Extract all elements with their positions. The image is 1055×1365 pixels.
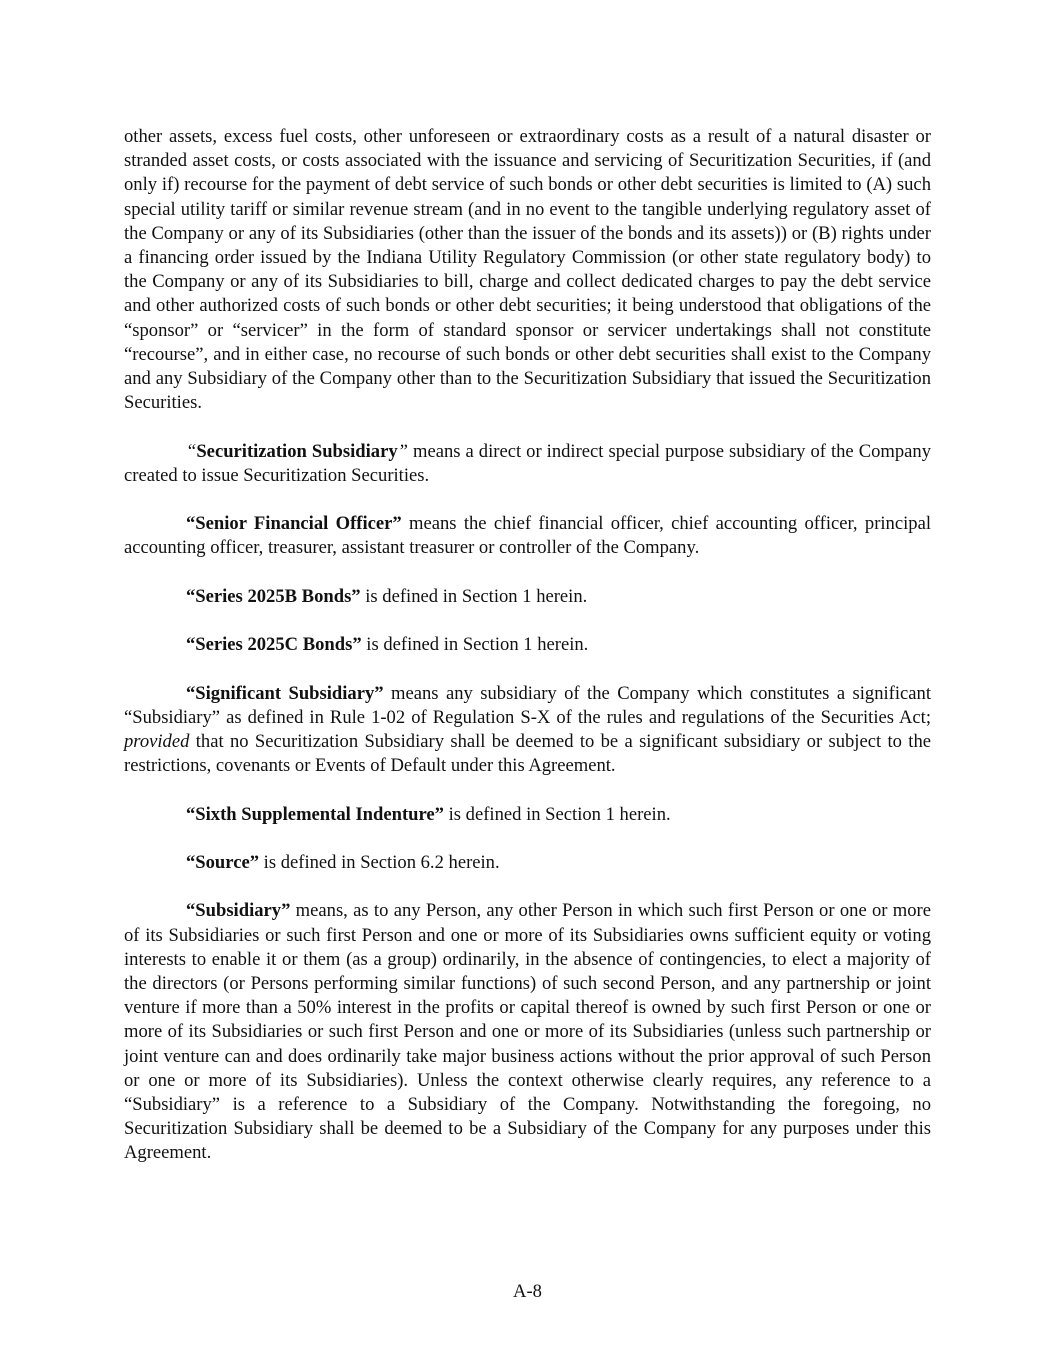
close-quote: ” [397,440,408,462]
definition-sixth-supplemental-indenture [124,803,931,827]
definition-subsidiary [124,899,931,1165]
defined-term: “Senior Financial Officer” [186,513,402,535]
defined-term: “Significant Subsidiary” [186,682,384,704]
definition-securitization-subsidiary [124,440,931,488]
definition-text: is defined in Section 1 herein. [361,634,589,656]
definition-text: means, as to any Person, any other Person in which such first Person or one or more of its Subsidiaries or such first Person and one or more of its Subsidiaries owns sufficient equity or voting interests to enable it or them (as a group) ordinarily, in the absence of contingencies, to elect a majority of the directors (or Persons performing similar functions) of such second Person, and any partnership or joint venture if more than a 50% interest in the profits or capital thereof is owned by such first Person or one or more of its Subsidiaries or such first Person and one or more of its Subsidiaries (unless such partnership or joint venture can and does ordinarily take major business actions without the prior approval of such Person or one or more of its Subsidiaries). Unless the context otherwise clearly requires, any reference to a “Subsidiary” is a reference to a Subsidiary of the Company. Notwithstanding the foregoing, no Securitization Subsidiary shall be deemed to be a Subsidiary of the Company for any purposes under this Agreement. [124,900,931,1164]
definition-text: is defined in Section 6.2 herein. [259,851,500,873]
italic-proviso: provided [124,731,190,752]
definition-text-continued: that no Securitization Subsidiary shall be deemed to be a significant subsidiary or subject to the restrictions, covenants or Events of Default under this Agreement. [124,731,931,777]
definition-source [124,851,931,875]
defined-term: Securitization Subsidiary [196,440,398,462]
definition-significant-subsidiary [124,682,931,779]
definition-series-2025c-bonds [124,633,931,657]
paragraph-text: other assets, excess fuel costs, other unforeseen or extraordinary costs as a result of a natural disaster or stranded asset costs, or costs associated with the issuance and servicing of Securitization Securities, if (and only if) recourse for the payment of debt service of such bonds or other debt securities is limited to (A) such special utility tariff or similar revenue stream (and in no event to the tangible underlying regulatory asset of the Company or any of its Subsidiaries (other than the issuer of the bonds and its assets)) or (B) rights under a financing order issued by the Indiana Utility Regulatory Commission (or other state regulatory body) to the Company or any of its Subsidiaries to bill, charge and collect dedicated charges to pay the debt service and other authorized costs of such bonds or other debt securities; it being understood that obligations of the “sponsor” or “servicer” in the form of standard sponsor or servicer undertakings shall not constitute “recourse”, and in either case, no recourse of such bonds or other debt securities shall exist to the Company and any Subsidiary of the Company other than to the Securitization Subsidiary that issued the Securitization Securities. [124,126,931,414]
defined-term: “Series 2025C Bonds” [186,634,362,656]
defined-term: “Source” [186,851,259,873]
defined-term: “Series 2025B Bonds” [186,585,361,607]
definition-text: means a direct or indirect special purpose subsidiary of the Company created to issue Securitization Securities. [124,440,931,486]
definition-text: means any subsidiary of the Company which constitutes a significant “Subsidiary” as defined in Rule 1-02 of Regulation S-X of the rules and regulations of the Securities Act; [124,682,931,728]
paragraph-securitization-securities-continued [124,125,931,415]
defined-term: “Sixth Supplemental Indenture” [186,803,444,825]
page-number: A-8 [513,1281,542,1302]
definition-senior-financial-officer [124,512,931,560]
defined-term: “Subsidiary” [186,900,291,922]
definition-text: is defined in Section 1 herein. [443,803,671,825]
document-body [124,125,931,1190]
definition-text: is defined in Section 1 herein. [360,585,588,607]
definition-series-2025b-bonds [124,585,931,609]
open-quote: “ [186,440,197,462]
definition-text: means the chief financial officer, chief accounting officer, principal accounting officer, treasurer, assistant treasurer or controller of the Company. [124,513,931,559]
